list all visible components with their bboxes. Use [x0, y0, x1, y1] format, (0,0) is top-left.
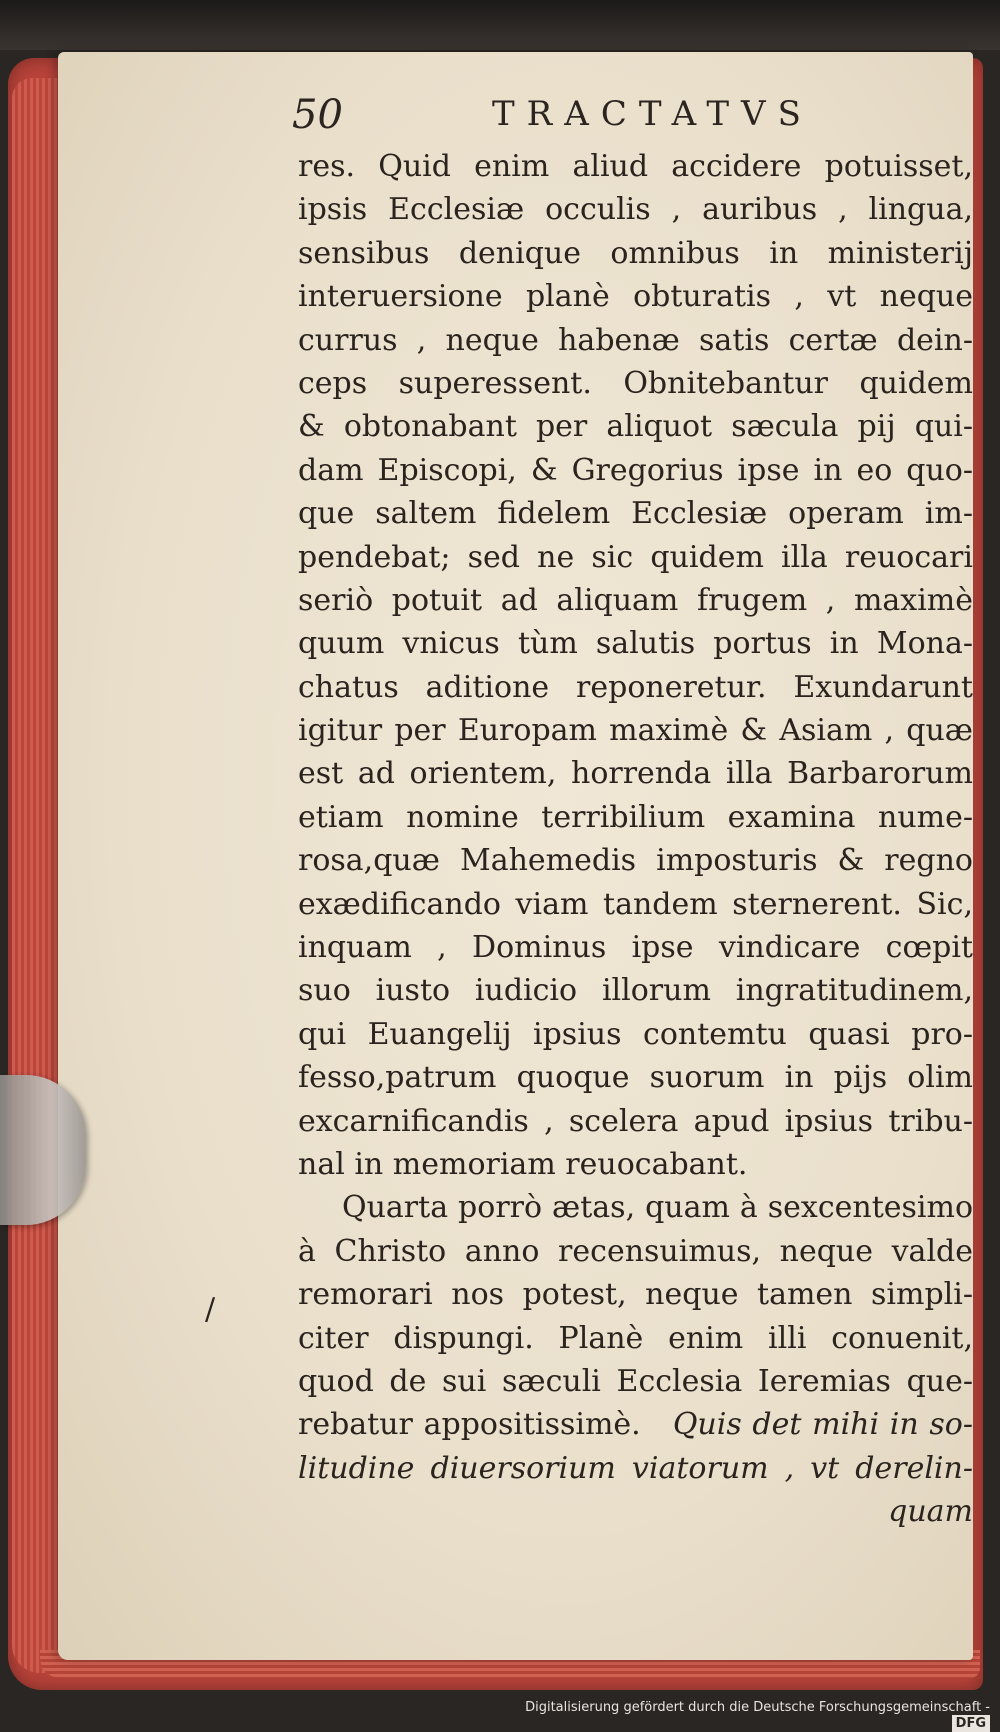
text-line: dam Episcopi, & Gregorius ipse in eo quo- — [298, 452, 973, 488]
text-line: etiam nomine terribilium examina nume- — [298, 799, 973, 835]
text-line: quod de sui sæculi Ecclesia Ieremias que- — [298, 1363, 973, 1399]
text-line: ceps superessent. Obnitebantur quidem — [298, 365, 973, 401]
text-line: sensibus denique omnibus in ministerij — [298, 235, 973, 271]
text-line: seriò potuit ad aliquam frugem , maximè — [298, 582, 973, 618]
catchword: quam — [888, 1494, 973, 1530]
text-line: Quarta porrò ætas, quam à sexcentesimo — [342, 1190, 973, 1226]
text-line: igitur per Europam maximè & Asiam , quæ — [298, 713, 973, 749]
page-fore-edge — [12, 78, 64, 1673]
text-line: pendebat; sed ne sic quidem illa reuocari — [298, 539, 973, 575]
text-line: currus , neque habenæ satis certæ dein- — [298, 322, 973, 358]
text-line: inquam , Dominus ipse vindicare cœpit — [298, 930, 973, 966]
text-line: est ad orientem, horrenda illa Barbarorum — [298, 756, 973, 792]
text-line: interuersione planè obturatis , vt neque — [298, 279, 973, 315]
text-segment: rebatur appositissimè. — [298, 1407, 641, 1443]
text-line: suo iusto iudicio illorum ingratitudinem, — [298, 973, 973, 1009]
page-number: 50 — [292, 92, 343, 138]
scan-background-top — [0, 0, 1000, 50]
quote-start: Quis det mihi in so- — [672, 1407, 973, 1443]
running-title: TRACTATVS — [492, 94, 813, 134]
text-line: excarnificandis , scelera apud ipsius tribu- — [298, 1103, 973, 1139]
text-line: à Christo anno recensuimus, neque valde — [298, 1233, 973, 1269]
text-line-with-quote — [298, 1403, 973, 1446]
digitization-credit — [520, 1700, 990, 1731]
credit-text: Digitalisierung gefördert durch die Deutsche Forschungsgemeinschaft - — [525, 1700, 990, 1715]
text-line: que saltem fidelem Ecclesiæ operam im- — [298, 496, 973, 532]
text-line: rosa,quæ Mahemedis imposturis & regno — [298, 843, 973, 879]
text-line: chatus aditione reponeretur. Exundarunt — [298, 669, 973, 705]
quote-line: litudine diuersorium viatorum , vt derelin- — [298, 1450, 973, 1486]
text-line: remorari nos potest, neque tamen simpli- — [298, 1277, 973, 1313]
text-line: citer dispungi. Planè enim illi conuenit, — [298, 1320, 973, 1356]
page-header — [292, 88, 932, 148]
text-line: fesso,patrum quoque suorum in pijs olim — [298, 1060, 973, 1096]
text-line: quum vnicus tùm salutis portus in Mona- — [298, 626, 973, 662]
text-line: nal in memoriam reuocabant. — [298, 1146, 748, 1182]
text-line: qui Euangelij ipsius contemtu quasi pro- — [298, 1016, 973, 1052]
text-line: exædificando viam tandem sternerent. Sic, — [298, 886, 973, 922]
margin-mark: / — [205, 1292, 216, 1327]
text-line: & obtonabant per aliquot sæcula pij qui- — [298, 409, 973, 445]
text-line: ipsis Ecclesiæ occulis , auribus , lingua, — [298, 192, 973, 228]
dfg-logo: DFG — [952, 1715, 990, 1732]
body-text — [298, 145, 973, 1534]
text-line: res. Quid enim aliud accidere potuisset, — [298, 149, 973, 184]
